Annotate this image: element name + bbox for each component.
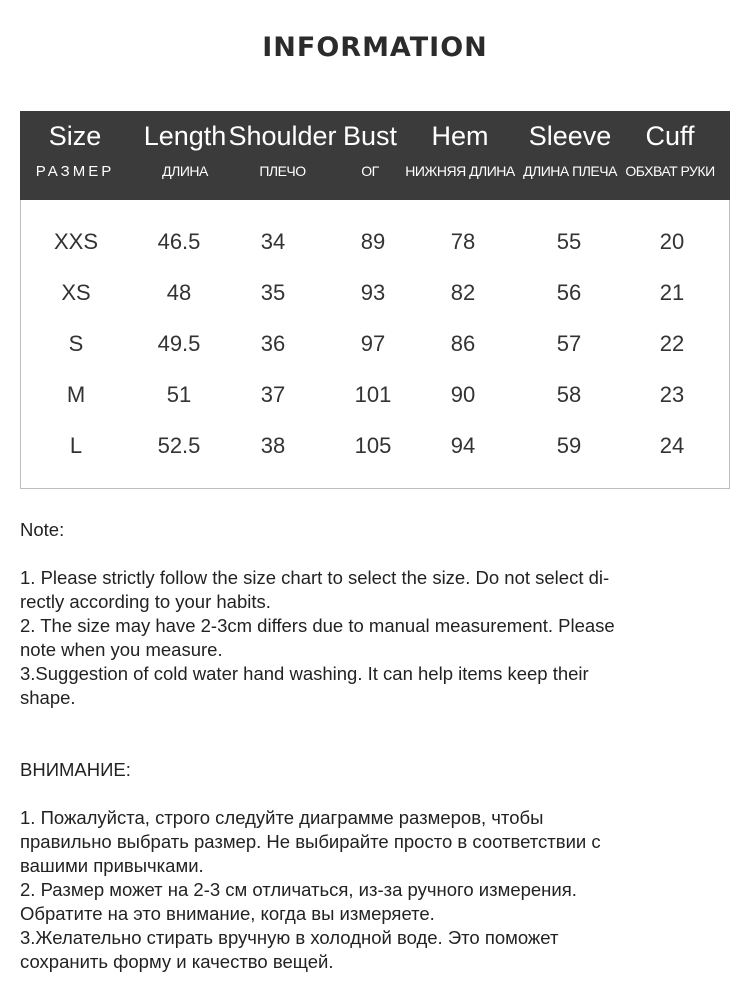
column-header-size xyxy=(20,111,130,200)
column-header-shoulder xyxy=(225,111,340,200)
table-cell: 101 xyxy=(354,382,392,407)
note-line-ru: 3.Желательно стирать вручную в холодной воде. Это поможет xyxy=(20,927,559,948)
column-header-label: Bust xyxy=(342,121,398,151)
note-line-en: rectly according to your habits. xyxy=(20,591,271,612)
column-header-sublabel: РАЗМЕР xyxy=(35,163,115,180)
table-cell: 93 xyxy=(360,280,386,305)
table-cell: L xyxy=(69,433,83,458)
table-cell: 90 xyxy=(450,382,476,407)
column-header-sublabel: ДЛИНА ПЛЕЧА xyxy=(523,163,617,179)
table-cell: 82 xyxy=(450,280,476,305)
table-cell: 38 xyxy=(260,433,286,458)
column-header-label: Size xyxy=(48,121,102,151)
column-header-label: Cuff xyxy=(645,121,695,151)
table-cell: 57 xyxy=(556,331,582,356)
table-cell: 58 xyxy=(556,382,582,407)
table-cell: 56 xyxy=(556,280,582,305)
column-header-hem xyxy=(405,111,515,200)
size-chart-table xyxy=(20,111,730,489)
table-cell: 59 xyxy=(556,433,582,458)
table-cell: 21 xyxy=(659,280,685,305)
note-line-en: 3.Suggestion of cold water hand washing. It can help items keep their xyxy=(20,663,589,684)
table-cell: S xyxy=(68,331,84,356)
column-header-length xyxy=(130,111,240,200)
table-cell: 51 xyxy=(166,382,192,407)
table-cell: 89 xyxy=(360,229,386,254)
note-line-ru: Обратите на это внимание, когда вы измеряете. xyxy=(20,903,435,924)
table-cell: 36 xyxy=(260,331,286,356)
table-cell: 49.5 xyxy=(157,331,201,356)
table-header xyxy=(20,111,730,200)
table-cell: 94 xyxy=(450,433,476,458)
note-line-en: 1. Please strictly follow the size chart to select the size. Do not select di- xyxy=(20,567,610,588)
note-line-ru: правильно выбрать размер. Не выбирайте просто в соответствии с xyxy=(20,831,601,852)
table-row xyxy=(21,319,729,369)
column-header-cuff xyxy=(620,111,720,200)
table-cell: 97 xyxy=(360,331,386,356)
column-header-sublabel: НИЖНЯЯ ДЛИНА xyxy=(405,163,515,179)
column-header-label: Shoulder xyxy=(228,121,337,151)
note-heading-en: Note: xyxy=(20,519,65,540)
table-cell: 86 xyxy=(450,331,476,356)
note-line-en: 2. The size may have 2-3cm differs due to manual measurement. Please xyxy=(20,615,615,636)
column-header-sublabel: ОГ xyxy=(361,163,379,179)
column-header-sublabel: ОБХВАТ РУКИ xyxy=(625,163,715,179)
table-cell: M xyxy=(66,382,86,407)
column-header-sublabel: ПЛЕЧО xyxy=(259,163,306,179)
column-header-bust xyxy=(330,111,410,200)
note-line-ru: 2. Размер может на 2-3 см отличаться, из-за ручного измерения. xyxy=(20,879,577,900)
table-cell: 20 xyxy=(659,229,685,254)
table-cell: 55 xyxy=(556,229,582,254)
column-header-label: Hem xyxy=(431,121,489,151)
table-cell: 52.5 xyxy=(157,433,201,458)
table-cell: 34 xyxy=(260,229,286,254)
table-cell: 46.5 xyxy=(157,229,201,254)
column-header-sublabel: ДЛИНА xyxy=(162,163,208,179)
table-cell: 22 xyxy=(659,331,685,356)
table-cell: XXS xyxy=(53,229,99,254)
column-header-label: Sleeve xyxy=(528,121,612,151)
note-line-ru: 1. Пожалуйста, строго следуйте диаграмме размеров, чтобы xyxy=(20,807,544,828)
table-cell: 35 xyxy=(260,280,286,305)
table-cell: XS xyxy=(61,280,91,305)
column-header-label: Length xyxy=(143,121,227,151)
table-row xyxy=(21,421,729,471)
page-title: INFORMATION xyxy=(262,32,488,63)
note-line-ru: вашими привычками. xyxy=(20,855,204,876)
table-cell: 23 xyxy=(659,382,685,407)
note-line-en: note when you measure. xyxy=(20,639,223,660)
notes-section xyxy=(20,518,730,974)
table-row xyxy=(21,370,729,420)
table-cell: 37 xyxy=(260,382,286,407)
column-header-sleeve xyxy=(520,111,620,200)
note-line-ru: сохранить форму и качество вещей. xyxy=(20,951,334,972)
note-heading-ru: ВНИМАНИЕ: xyxy=(20,759,131,780)
table-row xyxy=(21,217,729,267)
table-cell: 78 xyxy=(450,229,476,254)
table-cell: 24 xyxy=(659,433,685,458)
table-cell: 48 xyxy=(166,280,192,305)
table-cell: 105 xyxy=(354,433,392,458)
note-line-en: shape. xyxy=(20,687,76,708)
table-row xyxy=(21,268,729,318)
